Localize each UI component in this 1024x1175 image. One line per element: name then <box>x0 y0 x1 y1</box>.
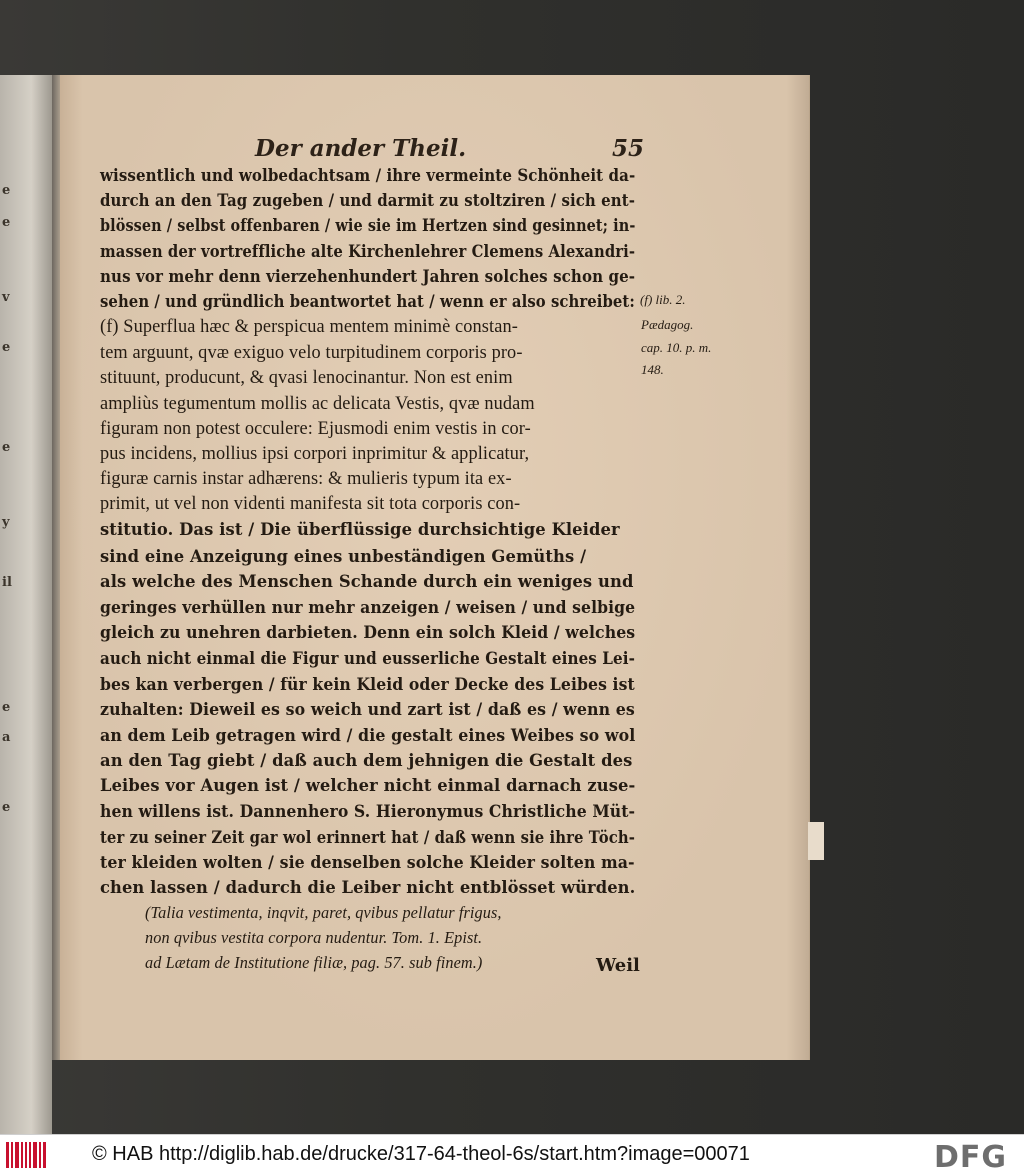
adjacent-page-glyph: e <box>2 183 11 198</box>
text-line: Leibes vor Augen ist / welcher nicht einmal darnach zuse- <box>100 776 636 795</box>
text-line: figuram non potest occulere: Ejusmodi enim vestis in cor- <box>100 419 531 439</box>
adjacent-page-glyph: e <box>2 340 11 355</box>
text-line: non qvibus vestita corpora nudentur. Tom. 1. Epist. <box>145 928 483 947</box>
text-line: sehen / und gründlich beantwortet hat / wenn er also schreibet: <box>100 292 635 311</box>
text-line: gleich zu unehren darbieten. Denn ein solch Kleid / welches <box>100 623 636 642</box>
copyright-url[interactable]: © HAB http://diglib.hab.de/drucke/317-64-theol-6s/start.htm?image=00071 <box>92 1143 750 1165</box>
text-line: auch nicht einmal die Figur und eusserliche Gestalt eines Lei- <box>100 649 635 668</box>
margin-note: (f) lib. 2. <box>640 292 686 307</box>
page-number: 55 <box>612 135 645 162</box>
text-line: an dem Leib getragen wird / die gestalt eines Weibes so wol <box>100 726 636 745</box>
text-line: hen willens ist. Dannenhero S. Hieronymus Christliche Müt- <box>100 802 636 821</box>
viewer-footer <box>0 1134 1024 1175</box>
margin-note: Pædagog. <box>641 317 694 332</box>
text-line: wissentlich und wolbedachtsam / ihre vermeinte Schönheit da- <box>100 166 636 185</box>
adjacent-page-edge <box>0 75 52 1134</box>
text-line: ter zu seiner Zeit gar wol erinnert hat / daß wenn sie ihre Töch- <box>100 828 635 847</box>
text-line: (f) Superflua hæc & perspicua mentem minimè constan- <box>100 317 518 337</box>
running-title: Der ander Theil. <box>255 135 467 162</box>
text-line: massen der vortreffliche alte Kirchenlehrer Clemens Alexandri- <box>100 242 636 261</box>
text-line: sind eine Anzeigung eines unbeständigen Gemüths / <box>100 547 587 566</box>
text-line: figuræ carnis instar adhærens: & mulieris typum ita ex- <box>100 469 512 489</box>
text-line: ampliùs tegumentum mollis ac delicata Vestis, qvæ nudam <box>100 394 535 414</box>
text-line: zuhalten: Dieweil es so weich und zart ist / daß es / wenn es <box>100 700 635 719</box>
text-line: chen lassen / dadurch die Leiber nicht entblösset würden. <box>100 878 636 897</box>
adjacent-page-glyph: a <box>2 730 11 745</box>
text-line: pus incidens, mollius ipsi corpori inprimitur & applicatur, <box>100 444 530 464</box>
text-line: stitutio. Das ist / Die überflüssige durchsichtige Kleider <box>100 520 620 539</box>
text-line: an den Tag giebt / daß auch dem jehnigen die Gestalt des <box>100 751 633 770</box>
text-line: stituunt, producunt, & qvasi lenocinantur. Non est enim <box>100 368 513 388</box>
adjacent-page-glyph: e <box>2 700 11 715</box>
text-line: ter kleiden wolten / sie denselben solche Kleider solten ma- <box>100 853 635 872</box>
text-line: nus vor mehr denn vierzehenhundert Jahren solches schon ge- <box>100 267 636 286</box>
margin-note: cap. 10. p. m. <box>641 340 712 355</box>
text-line: durch an den Tag zugeben / und darmit zu stoltziren / sich ent- <box>100 191 635 210</box>
text-line: als welche des Menschen Schande durch ein weniges und <box>100 572 634 591</box>
text-line: (Talia vestimenta, inqvit, paret, qvibus pellatur frigus, <box>145 903 502 922</box>
adjacent-page-glyph: e <box>2 440 11 455</box>
text-line: bes kan verbergen / für kein Kleid oder Decke des Leibes ist <box>100 675 635 694</box>
adjacent-page-glyph: e <box>2 800 11 815</box>
paper-tab <box>808 822 824 860</box>
text-line: geringes verhüllen nur mehr anzeigen / weisen / und selbige <box>100 598 636 617</box>
text-line: ad Lætam de Institutione filiæ, pag. 57. sub finem.) <box>145 953 483 972</box>
text-line: blössen / selbst offenbaren / wie sie im Hertzen sind gesinnet; in- <box>100 216 636 235</box>
catchword: Weil <box>596 955 640 976</box>
text-line: tem arguunt, qvæ exiguo velo turpitudinem corporis pro- <box>100 343 523 363</box>
dfg-logo: DFG <box>934 1140 1008 1175</box>
margin-note: 148. <box>641 362 664 377</box>
barcode-icon <box>6 1142 46 1168</box>
text-line: primit, ut vel non videnti manifesta sit tota corporis con- <box>100 494 521 514</box>
adjacent-page-glyph: il <box>2 575 12 590</box>
adjacent-page-glyph: e <box>2 215 11 230</box>
adjacent-page-glyph: v <box>2 290 10 305</box>
adjacent-page-glyph: y <box>2 515 10 530</box>
